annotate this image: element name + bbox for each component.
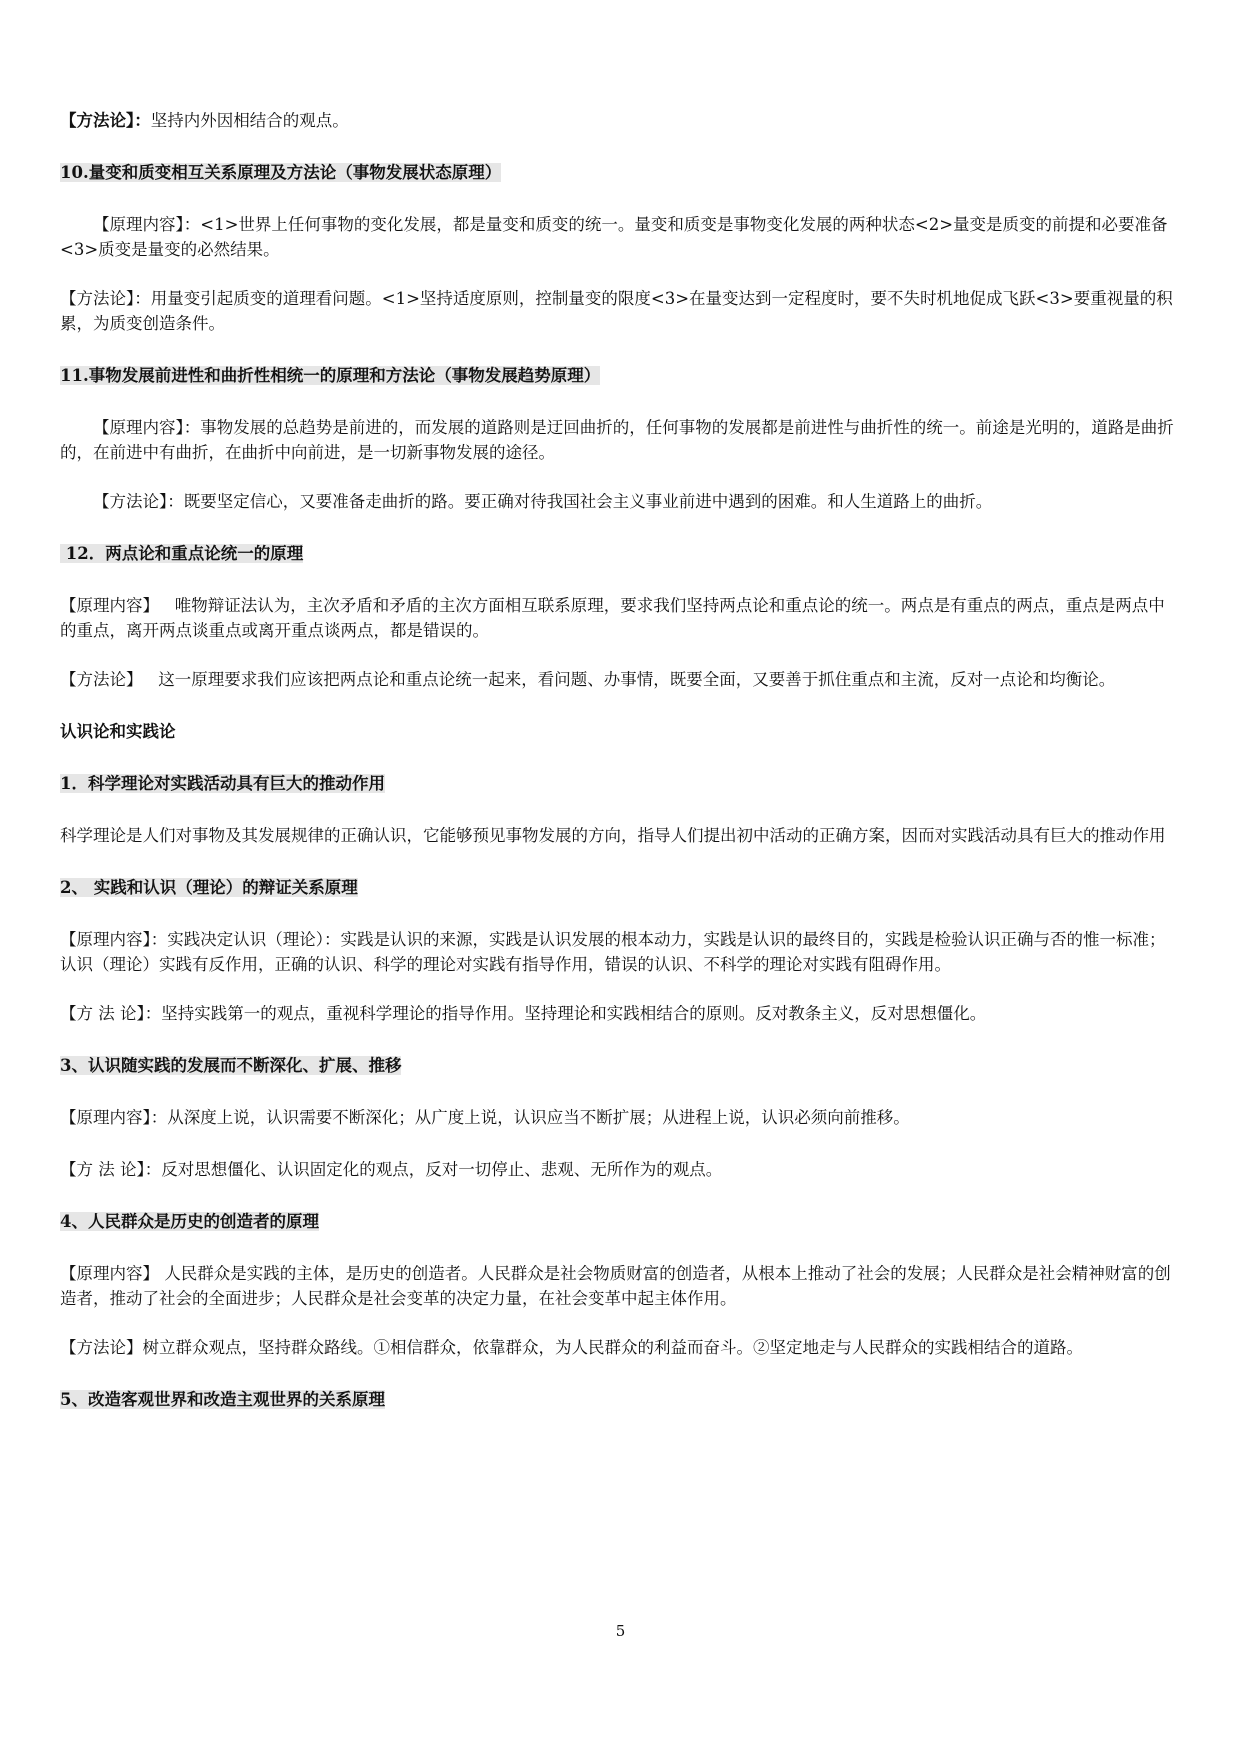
paragraph-methodology <box>60 489 1180 514</box>
paragraph-principle <box>60 1261 1180 1311</box>
heading-world-transformation <box>60 1387 1180 1412</box>
paragraph-methodology <box>60 286 1180 336</box>
paragraph-label: 【方 法 论】： <box>60 1160 162 1179</box>
paragraph-text: 事物发展的总趋势是前进的，而发展的道路则是迂回曲折的，任何事物的发展都是前进性与曲折性的统一。前途是光明的，道路是曲折的，在前进中有曲折，在曲折中向前进，是一切新事物发展的途径。 <box>60 418 1174 462</box>
paragraph-label: 【方法论】 <box>60 670 143 689</box>
heading-text: 4、人民群众是历史的创造者的原理 <box>60 1212 319 1231</box>
paragraph-text: 树立群众观点，坚持群众路线。①相信群众，依靠群众，为人民群众的利益而奋斗。②坚定地走与人民群众的实践相结合的道路。 <box>142 1338 1083 1357</box>
paragraph-methodology <box>60 1157 1180 1182</box>
paragraph-label: 【方法论】 <box>60 1338 143 1357</box>
paragraph-text: 实践决定认识（理论）：实践是认识的来源，实践是认识发展的根本动力，实践是认识的最终目的，实践是检验认识正确与否的惟一标准；认识（理论）实践有反作用，正确的认识、科学的理论对实践有指导作用，错误的认识、不科学的理论对实践有阻碍作用。 <box>60 930 1166 974</box>
paragraph-text: 这一原理要求我们应该把两点论和重点论统一起来，看问题、办事情，既要全面，又要善于抓住重点和主流，反对一点论和均衡论。 <box>142 670 1116 689</box>
paragraph-text: 既要坚定信心，又要准备走曲折的路。要正确对待我国社会主义事业前进中遇到的困难。和人生道路上的曲折。 <box>183 492 993 511</box>
paragraph-label: 【方 法 论】： <box>60 1004 162 1023</box>
paragraph-label: 【方法论】： <box>93 492 184 511</box>
paragraph-label: 【原理内容】 <box>60 596 159 615</box>
heading-12 <box>60 541 1180 566</box>
heading-practice-cognition <box>60 875 1180 900</box>
heading-11 <box>60 363 1180 388</box>
paragraph-text: 坚持实践第一的观点，重视科学理论的指导作用。坚持理论和实践相结合的原则。反对教条主义，反对思想僵化。 <box>161 1004 987 1023</box>
paragraph-principle <box>60 927 1180 977</box>
heading-text: 11.事物发展前进性和曲折性相统一的原理和方法论（事物发展趋势原理） <box>60 366 601 385</box>
heading-text: 10.量变和质变相互关系原理及方法论（事物发展状态原理） <box>60 163 502 182</box>
heading-people-masses <box>60 1209 1180 1234</box>
heading-text: 2、 实践和认识（理论）的辩证关系原理 <box>60 878 358 897</box>
paragraph-label: 【原理内容】： <box>60 1108 168 1127</box>
document-page <box>60 108 1180 1412</box>
paragraph-methodology <box>60 667 1180 692</box>
heading-text: 12．两点论和重点论统一的原理 <box>60 544 304 563</box>
heading-text: 1．科学理论对实践活动具有巨大的推动作用 <box>60 774 385 793</box>
paragraph-principle <box>60 593 1180 643</box>
paragraph-label: 【原理内容】： <box>93 215 201 234</box>
paragraph-methodology <box>60 108 1180 133</box>
paragraph-principle <box>60 415 1180 465</box>
paragraph-label: 【原理内容】： <box>60 930 168 949</box>
paragraph-text: 坚持内外因相结合的观点。 <box>150 111 349 130</box>
paragraph-text: 从深度上说，认识需要不断深化；从广度上说，认识应当不断扩展；从进程上说，认识必须向前推移。 <box>167 1108 910 1127</box>
section-title: 认识论和实践论 <box>60 722 176 741</box>
page-number: 5 <box>615 1622 626 1640</box>
paragraph-text: 用量变引起质变的道理看问题。<1>坚持适度原则，控制量变的限度<3>在量变达到一定程度时，要不失时机地促成飞跃<3>要重视量的积累，为质变创造条件。 <box>60 289 1173 333</box>
paragraph-text: 人民群众是实践的主体，是历史的创造者。人民群众是社会物质财富的创造者，从根本上推动了社会的发展；人民群众是社会精神财富的创造者，推动了社会的全面进步；人民群众是社会变革的决定力量，在社会变革中起主体作用。 <box>60 1264 1171 1308</box>
heading-text: 3、认识随实践的发展而不断深化、扩展、推移 <box>60 1056 402 1075</box>
heading-10 <box>60 160 1180 185</box>
paragraph-label: 【原理内容】 <box>60 1264 159 1283</box>
paragraph-principle <box>60 1105 1180 1130</box>
paragraph-text: 唯物辩证法认为，主次矛盾和矛盾的主次方面相互联系原理，要求我们坚持两点论和重点论的统一。两点是有重点的两点，重点是两点中的重点，离开两点谈重点或离开重点谈两点，都是错误的。 <box>60 596 1165 640</box>
paragraph-principle <box>60 212 1180 262</box>
paragraph-methodology <box>60 1335 1180 1360</box>
heading-text: 5、改造客观世界和改造主观世界的关系原理 <box>60 1390 385 1409</box>
heading-science-theory <box>60 771 1180 796</box>
paragraph-text: 反对思想僵化、认识固定化的观点，反对一切停止、悲观、无所作为的观点。 <box>161 1160 723 1179</box>
paragraph-label: 【方法论】： <box>60 111 151 130</box>
paragraph-text: <1>世界上任何事物的变化发展，都是量变和质变的统一。量变和质变是事物变化发展的两种状态<2>量变是质变的前提和必要准备<3>质变是量变的必然结果。 <box>60 215 1168 259</box>
paragraph-body <box>60 823 1180 848</box>
paragraph-text: 科学理论是人们对事物及其发展规律的正确认识，它能够预见事物发展的方向，指导人们提出初中活动的正确方案，因而对实践活动具有巨大的推动作用 <box>60 826 1166 845</box>
paragraph-label: 【方法论】： <box>60 289 151 308</box>
paragraph-label: 【原理内容】： <box>93 418 201 437</box>
paragraph-methodology <box>60 1001 1180 1026</box>
heading-cognition-development <box>60 1053 1180 1078</box>
